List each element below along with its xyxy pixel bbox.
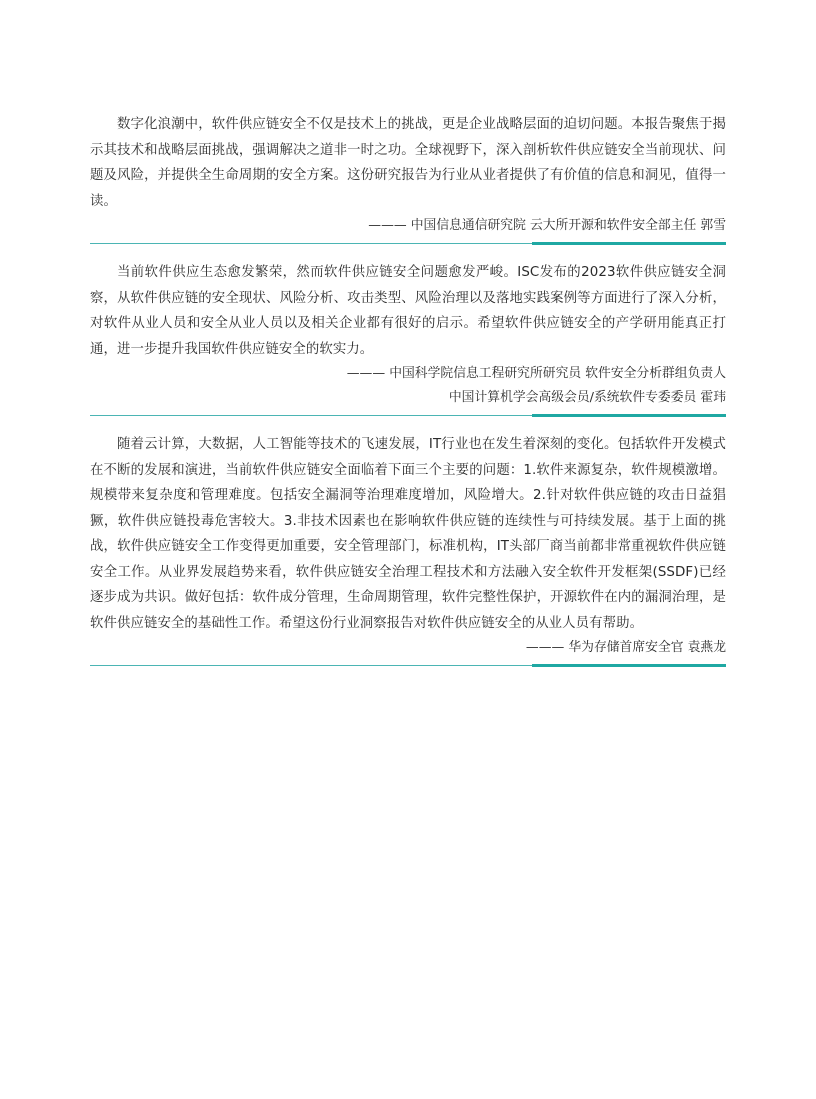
endorsement-signature: ——— 中国信息通信研究院 云大所开源和软件安全部主任 郭雪 (368, 218, 726, 233)
section-divider (90, 242, 726, 246)
divider-accent-bar (532, 664, 726, 667)
divider-accent-bar (532, 242, 726, 245)
endorsement-block (90, 112, 726, 246)
endorsements-section (90, 112, 726, 668)
section-divider (90, 664, 726, 668)
section-divider (90, 414, 726, 418)
divider-accent-bar (532, 414, 726, 417)
endorsement-signature-line-2: 中国计算机学会高级会员/系统软件专委委员 霍玮 (448, 390, 726, 405)
endorsement-text: 数字化浪潮中，软件供应链安全不仅是技术上的挑战，更是企业战略层面的迫切问题。本报告聚焦于揭示其技术和战略层面挑战，强调解决之道非一时之功。全球视野下，深入剖析软件供应链安全当前现状、问题及风险，并提供全生命周期的安全方案。这份研究报告为行业从业者提供了有价值的信息和洞见，值得一读。 (90, 117, 726, 209)
endorsement-signature: ——— 中国科学院信息工程研究所研究员 软件安全分析群组负责人 (346, 366, 726, 381)
endorsement-text: 随着云计算，大数据，人工智能等技术的飞速发展，IT行业也在发生着深刻的变化。包括软件开发模式在不断的发展和演进，当前软件供应链安全面临着下面三个主要的问题：1.软件来源复杂，软件规模激增。规模带来复杂度和管理难度。包括安全漏洞等治理难度增加，风险增大。2.针对软件供应链的攻击日益猖獗，软件供应链投毒危害较大。3.非技术因素也在影响软件供应链的连续性与可持续发展。基于上面的挑战，软件供应链安全工作变得更加重要，安全管理部门，标准机构，IT头部厂商当前都非常重视软件供应链安全工作。从业界发展趋势来看，软件供应链安全治理工程技术和方法融入安全软件开发框架(SSDF)已经逐步成为共识。做好包括：软件成分管理，生命周期管理，软件完整性保护，开源软件在内的漏洞治理，是软件供应链安全的基础性工作。希望这份行业洞察报告对软件供应链安全的从业人员有帮助。 (90, 437, 726, 631)
endorsement-text: 当前软件供应生态愈发繁荣，然而软件供应链安全问题愈发严峻。ISC发布的2023软件供应链安全洞察，从软件供应链的安全现状、风险分析、攻击类型、风险治理以及落地实践案例等方面进行了深入分析，对软件从业人员和安全从业人员以及相关企业都有很好的启示。希望软件供应链安全的产学研用能真正打通，进一步提升我国软件供应链安全的软实力。 (90, 265, 726, 357)
endorsement-block (90, 260, 726, 418)
endorsement-block (90, 432, 726, 668)
endorsement-signature: ——— 华为存储首席安全官 袁燕龙 (525, 640, 726, 655)
